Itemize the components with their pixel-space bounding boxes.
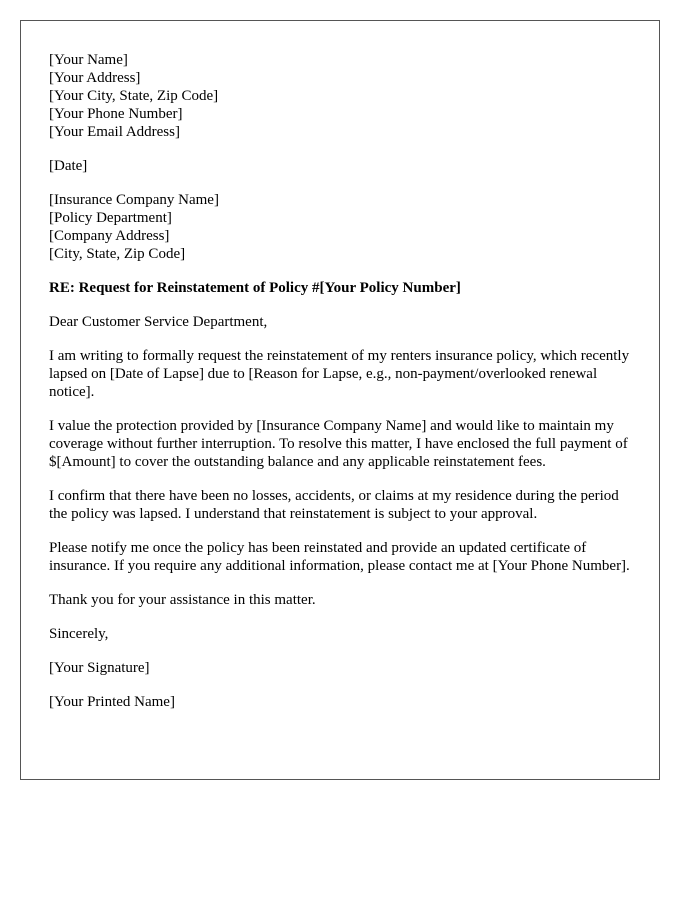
recipient-company: [Insurance Company Name] — [49, 192, 219, 208]
sender-phone: [Your Phone Number] — [49, 106, 183, 122]
body-paragraph-3: I confirm that there have been no losses, accidents, or claims at my residence during the period the policy was lapsed. I understand that reinstatement is subject to your approval. — [49, 488, 619, 522]
body-paragraph-5: Thank you for your assistance in this matter. — [49, 592, 316, 608]
sender-address — [49, 51, 631, 141]
recipient-street: [Company Address] — [49, 228, 170, 244]
salutation: Dear Customer Service Department, — [49, 314, 268, 330]
sender-name: [Your Name] — [49, 52, 128, 68]
recipient-department: [Policy Department] — [49, 210, 172, 226]
printed-name: [Your Printed Name] — [49, 694, 175, 710]
body-paragraph-1: I am writing to formally request the reinstatement of my renters insurance policy, which recently lapsed on [Date of Lapse] due to [Reason for Lapse, e.g., non-payment/overlooked renewal notice]. — [49, 348, 630, 400]
sender-email: [Your Email Address] — [49, 124, 180, 140]
subject-line: RE: Request for Reinstatement of Policy #[Your Policy Number] — [49, 280, 461, 296]
recipient-address — [49, 191, 631, 263]
letter-date: [Date] — [49, 158, 88, 174]
recipient-city: [City, State, Zip Code] — [49, 246, 186, 262]
signature: [Your Signature] — [49, 660, 150, 676]
sender-street: [Your Address] — [49, 70, 141, 86]
body-paragraph-4: Please notify me once the policy has been reinstated and provide an updated certificate of insurance. If you require any additional information, please contact me at [Your Phone Number]. — [49, 540, 630, 574]
body-paragraph-2: I value the protection provided by [Insurance Company Name] and would like to maintain my coverage without further interruption. To resolve this matter, I have enclosed the full payment of $[Amount] to cover the outstanding balance and any applicable reinstatement fees. — [49, 418, 628, 470]
letter-page — [20, 20, 660, 780]
sender-city: [Your City, State, Zip Code] — [49, 88, 219, 104]
closing: Sincerely, — [49, 626, 109, 642]
